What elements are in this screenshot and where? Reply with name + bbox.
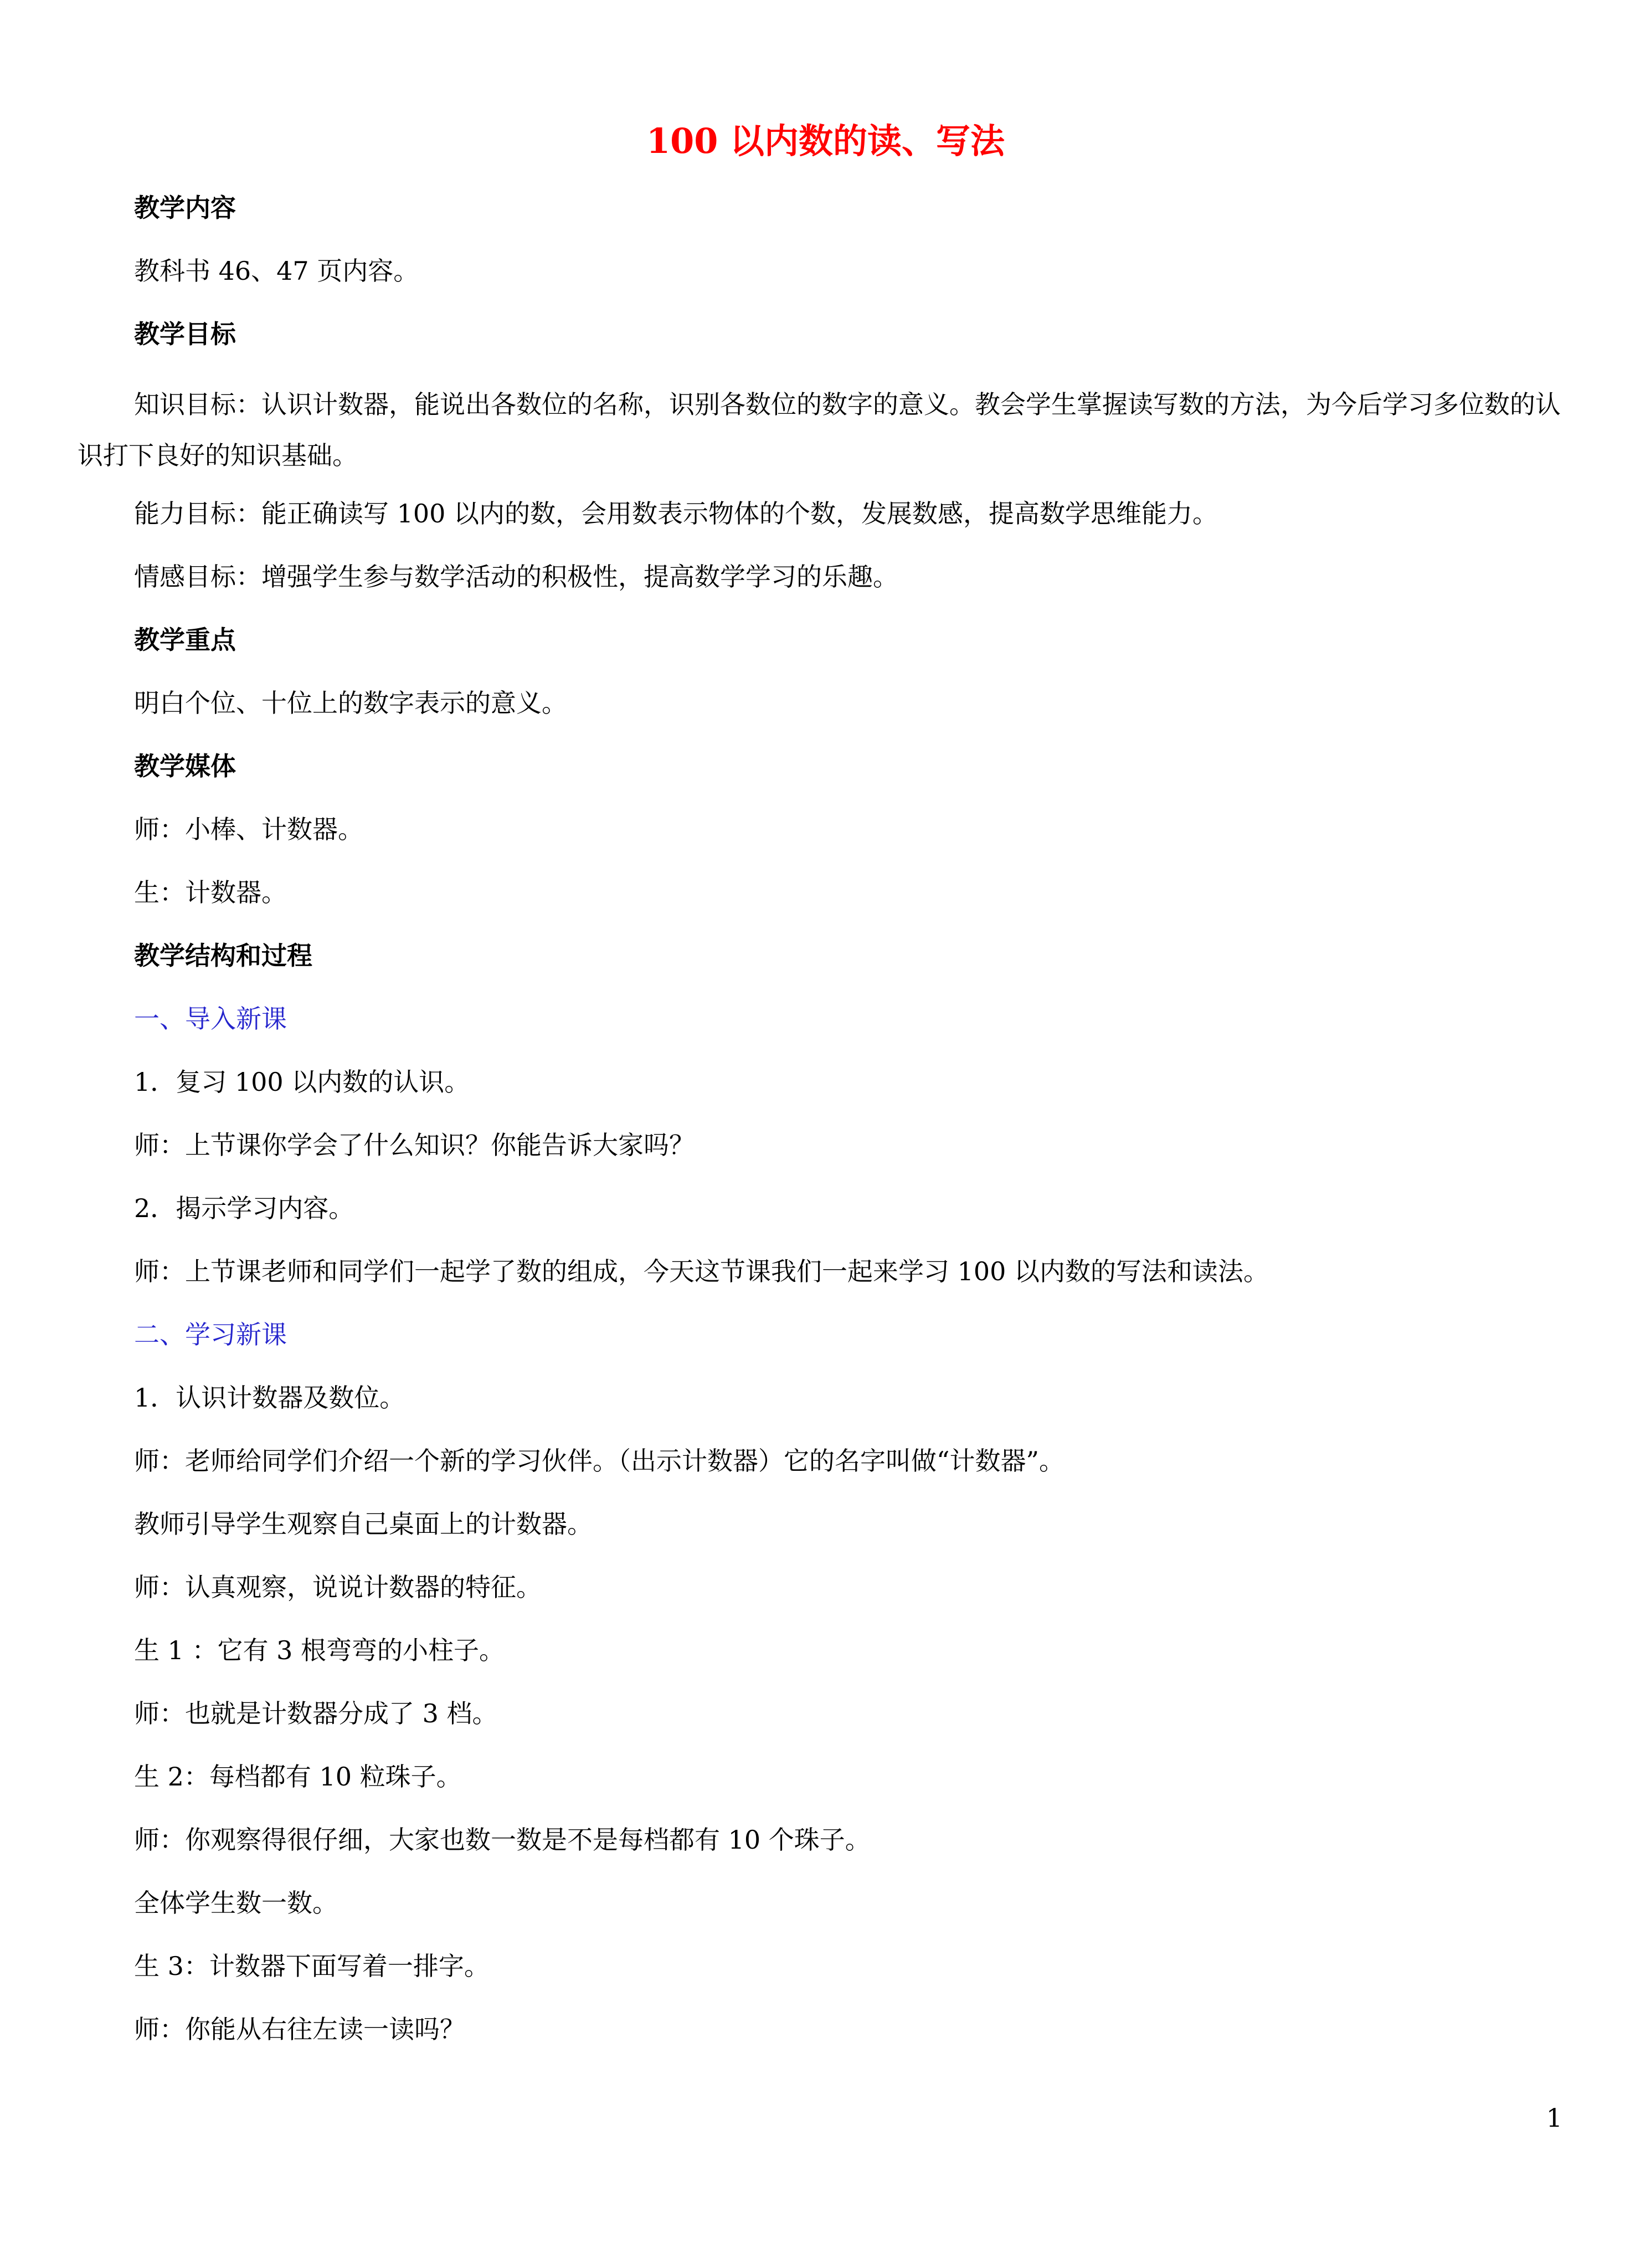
paragraph: 生 1 ：它有 3 根弯弯的小柱子。 [134, 1635, 505, 1665]
paragraph: 明白个位、十位上的数字表示的意义。 [134, 688, 567, 718]
paragraph: 2．揭示学习内容。 [134, 1193, 354, 1223]
paragraph-emotion-goal: 情感目标：增强学生参与数学活动的积极性，提高数学学习的乐趣。 [134, 562, 898, 592]
paragraph-knowledge-goal: 知识目标：认识计数器，能说出各数位的名称，识别各数位的数字的意义。教会学生掌握读写数的方法，为今后学习多位数的认识打下良好的知识基础。 [78, 389, 1561, 470]
paragraph: 师：上节课老师和同学们一起学了数的组成，今天这节课我们一起来学习 100 以内数的写法和读法。 [134, 1256, 1269, 1286]
paragraph: 师：也就是计数器分成了 3 档。 [134, 1699, 498, 1728]
paragraph: 全体学生数一数。 [134, 1888, 338, 1918]
section-heading-new-lesson: 二、学习新课 [134, 1320, 287, 1349]
document-title: 100 以内数的读、写法 [646, 121, 1005, 161]
document-body [78, 189, 1573, 2074]
heading-teaching-content: 教学内容 [134, 193, 236, 223]
heading-teaching-goals: 教学目标 [134, 319, 236, 349]
paragraph: 生 3：计数器下面写着一排字。 [134, 1951, 490, 1981]
paragraph: 1．复习 100 以内数的认识。 [134, 1067, 470, 1097]
paragraph: 生 2：每档都有 10 粒珠子。 [134, 1762, 462, 1792]
paragraph: 教师引导学生观察自己桌面上的计数器。 [134, 1509, 593, 1539]
page-number: 1 [1546, 2103, 1562, 2133]
paragraph: 教科书 46、47 页内容。 [134, 256, 419, 286]
paragraph: 生：计数器。 [134, 878, 287, 907]
paragraph: 师：上节课你学会了什么知识？你能告诉大家吗？ [134, 1130, 695, 1160]
paragraph: 师：小棒、计数器。 [134, 814, 363, 844]
paragraph-ability-goal: 能力目标：能正确读写 100 以内的数，会用数表示物体的个数，发展数感，提高数学思维能力。 [134, 499, 1218, 528]
heading-structure-process: 教学结构和过程 [134, 941, 312, 971]
heading-key-points: 教学重点 [134, 625, 236, 655]
paragraph: 师：你能从右往左读一读吗？ [134, 2014, 465, 2044]
heading-teaching-media: 教学媒体 [134, 751, 236, 781]
paragraph: 师：你观察得很仔细，大家也数一数是不是每档都有 10 个珠子。 [134, 1825, 871, 1855]
paragraph: 师：老师给同学们介绍一个新的学习伙伴。（出示计数器）它的名字叫做“计数器”。 [134, 1446, 1065, 1476]
section-heading-intro: 一、导入新课 [134, 1004, 287, 1034]
paragraph: 1．认识计数器及数位。 [134, 1383, 405, 1413]
paragraph: 师：认真观察，说说计数器的特征。 [134, 1572, 542, 1602]
